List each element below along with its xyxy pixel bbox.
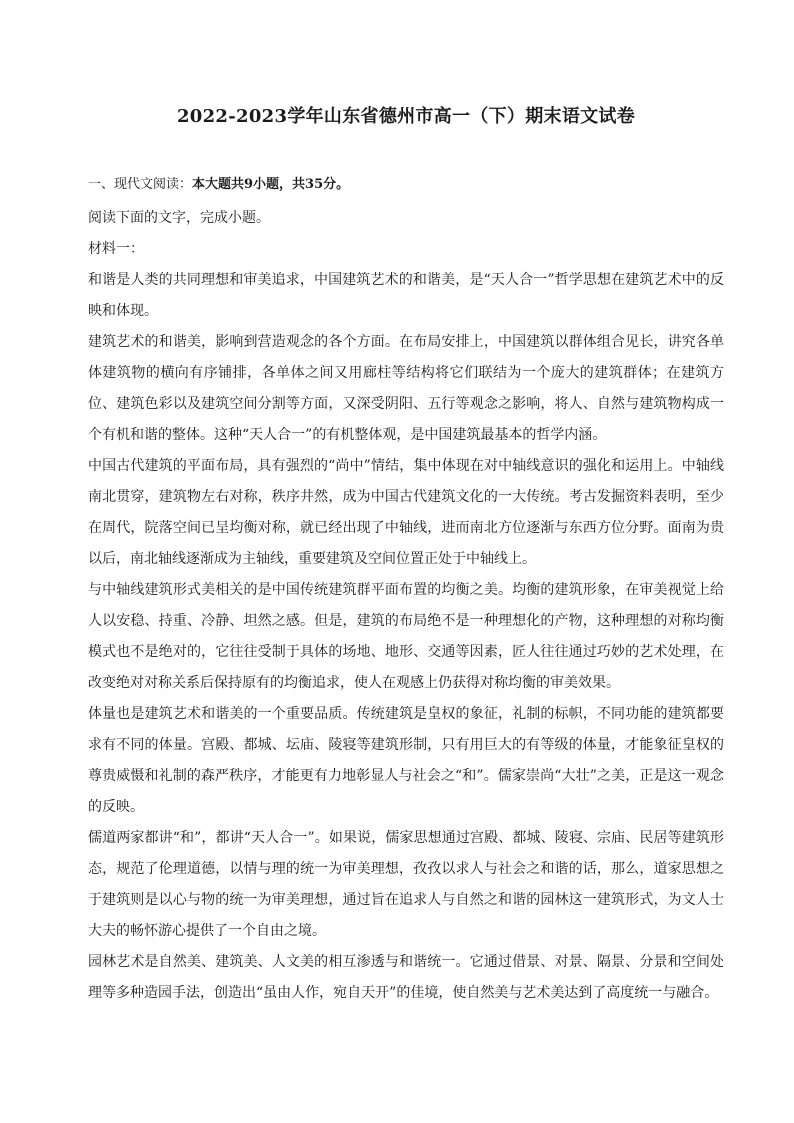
paragraph-4: 与中轴线建筑形式美相关的是中国传统建筑群平面布置的均衡之美。均衡的建筑形象，在审美视觉上给人以安稳、持重、冷静、坦然之感。但是，建筑的布局绝不是一种理想化的产物，这种理想的对称均衡模式也不是绝对的，它往往受制于具体的场地、地形、交通等因素，匠人往往通过巧妙的艺术处理，在改变绝对对称关系后保持原有的均衡追求，使人在观感上仍获得对称均衡的审美效果。 — [88, 582, 724, 691]
material-label: 材料一： — [88, 241, 144, 257]
document-title: 2022-2023学年山东省德州市高一（下）期末语文试卷 — [176, 106, 636, 127]
paragraph-1: 和谐是人类的共同理想和审美追求，中国建筑艺术的和谐美，是“天人合一”哲学思想在建筑艺术中的反映和体现。 — [88, 272, 724, 319]
paragraph-5: 体量也是建筑艺术和谐美的一个重要品质。传统建筑是皇权的象征，礼制的标帜，不同功能的建筑都要求有不同的体量。宫殿、都城、坛庙、陵寝等建筑形制，只有用巨大的有等级的体量，才能象征皇权的尊贵威慑和礼制的森严秩序，才能更有力地彰显人与社会之“和”。儒家崇尚“大壮”之美，正是这一观念的反映。 — [88, 706, 724, 815]
section-heading — [88, 175, 724, 195]
reading-instruction: 阅读下面的文字，完成小题。 — [88, 210, 270, 226]
section-heading-prefix: 一、现代文阅读： — [88, 177, 193, 192]
paragraph-6: 儒道两家都讲“和”，都讲“天人合一”。如果说，儒家思想通过宫殿、都城、陵寝、宗庙、民居等建筑形态，规范了伦理道德，以情与理的统一为审美理想，孜孜以求人与社会之和谐的话，那么，道家思想之于建筑则是以心与物的统一为审美理想，通过旨在追求人与自然之和谐的园林这一建筑形式，为文人士大夫的畅怀游心提供了一个自由之境。 — [88, 830, 724, 939]
paragraph-3: 中国古代建筑的平面布局，具有强烈的“尚中”情结，集中体现在对中轴线意识的强化和运用上。中轴线南北贯穿，建筑物左右对称，秩序井然，成为中国古代建筑文化的一大传统。考古发掘资料表明，至少在周代，院落空间已呈均衡对称，就已经出现了中轴线，进而南北方位逐渐与东西方位分野。面南为贵以后，南北轴线逐渐成为主轴线，重要建筑及空间位置正处于中轴线上。 — [88, 458, 724, 567]
section-heading-detail: 本大题共9小题，共35分。 — [192, 177, 350, 192]
paragraph-2: 建筑艺术的和谐美，影响到营造观念的各个方面。在布局安排上，中国建筑以群体组合见长，讲究各单体建筑物的横向有序铺排，各单体之间又用廊柱等结构将它们联结为一个庞大的建筑群体；在建筑方位、建筑色彩以及建筑空间分割等方面，又深受阴阳、五行等观念之影响，将人、自然与建筑物构成一个有机和谐的整体。这种“天人合一”的有机整体观，是中国建筑最基本的哲学内涵。 — [88, 334, 724, 443]
paragraph-7: 园林艺术是自然美、建筑美、人文美的相互渗透与和谐统一。它通过借景、对景、隔景、分景和空间处理等多种造园手法，创造出“虽由人作，宛自天开”的佳境，使自然美与艺术美达到了高度统一与融合。 — [88, 954, 724, 1001]
